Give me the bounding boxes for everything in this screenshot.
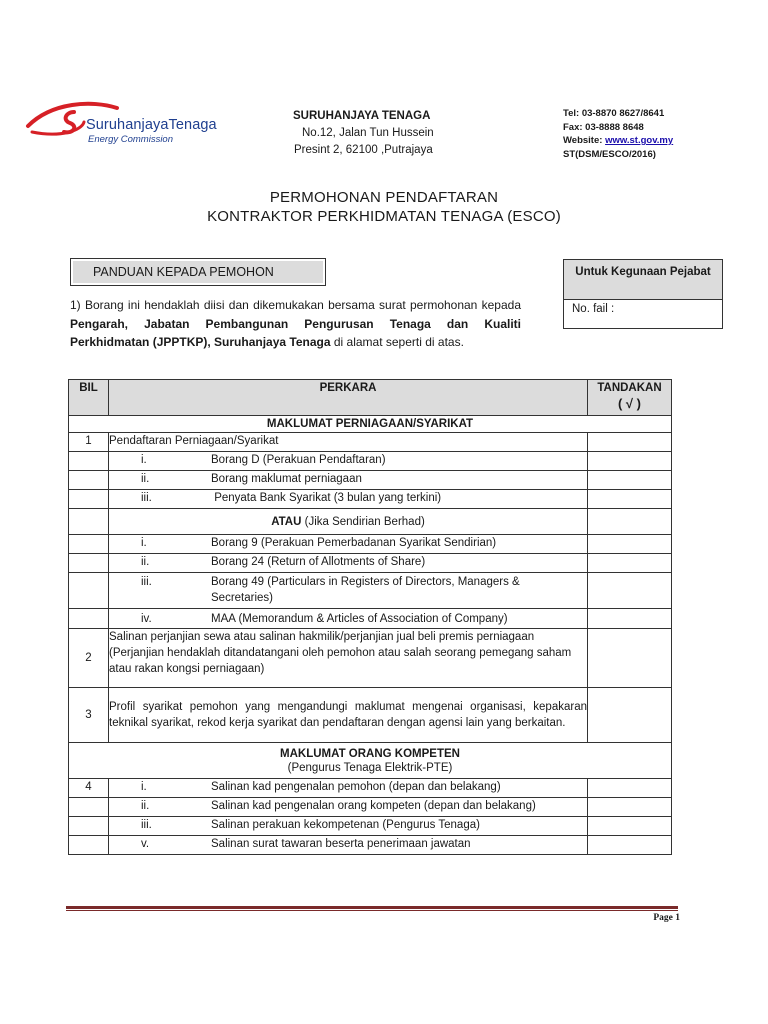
tel: Tel: 03-8870 8627/8641	[563, 108, 665, 119]
tick-cell[interactable]	[588, 433, 672, 452]
item-text: Borang 9 (Perakuan Pemerbadanan Syarikat Sendirian)	[211, 537, 497, 549]
table-row	[69, 817, 672, 836]
title-line-2: KONTRAKTOR PERKHIDMATAN TENAGA (ESCO)	[207, 208, 561, 225]
item-text: Salinan kad pengenalan orang kompeten (depan dan belakang)	[211, 800, 536, 812]
tick-cell[interactable]	[588, 836, 672, 855]
table-row	[69, 490, 672, 509]
guide-box	[70, 258, 326, 286]
item-number: ii.	[141, 556, 150, 568]
row-number: 4	[69, 779, 109, 798]
document-title	[0, 188, 768, 226]
address-line-1: No.12, Jalan Tun Hussein	[302, 127, 434, 139]
title-line-1: PERMOHONAN PENDAFTARAN	[269, 189, 499, 206]
logo	[22, 98, 252, 158]
tick-cell[interactable]	[588, 471, 672, 490]
table-row	[69, 433, 672, 452]
item-text: Borang 49 (Particulars in Registers of Directors, Managers & Secretaries)	[211, 576, 520, 604]
table-row	[69, 779, 672, 798]
tick-cell[interactable]	[588, 490, 672, 509]
item-text: Salinan surat tawaran beserta penerimaan jawatan	[211, 838, 471, 850]
note-prefix: 1) Borang ini hendaklah diisi dan dikemukakan bersama surat permohonan kepada	[70, 298, 521, 312]
section-row	[69, 416, 672, 433]
section-business: MAKLUMAT PERNIAGAAN/SYARIKAT	[69, 416, 672, 433]
item-text: MAA (Memorandum & Articles of Association of Company)	[211, 612, 508, 625]
row-title: Pendaftaran Perniagaan/Syarikat	[109, 433, 588, 452]
fax: Fax: 03-8888 8648	[563, 121, 644, 133]
table-row	[69, 535, 672, 554]
atau-line	[109, 509, 588, 535]
footer-rule-thin	[66, 910, 678, 911]
tick-cell[interactable]	[588, 629, 672, 688]
reference-code: ST(DSM/ESCO/2016)	[563, 148, 656, 160]
table-row	[69, 573, 672, 609]
row-number: 3	[69, 688, 109, 743]
section-row	[69, 743, 672, 779]
tick-symbol: ( √ )	[617, 396, 642, 411]
website-line	[563, 134, 763, 148]
note-suffix: di alamat seperti di atas.	[330, 335, 464, 349]
note-recipient: Pengarah, Jabatan Pembangunan Pengurusan Tenaga dan Kualiti Perkhidmatan (JPPTKP), Suruhanjaya Tenaga	[70, 316, 521, 349]
item-number: ii.	[141, 800, 150, 812]
table-row	[69, 688, 672, 743]
footer-rule-thick	[66, 906, 678, 909]
item-number: i.	[141, 454, 147, 466]
item-text: Salinan perakuan kekompetenan (Pengurus Tenaga)	[211, 819, 480, 831]
table-row	[69, 798, 672, 817]
row-number: 1	[69, 433, 109, 452]
tick-cell[interactable]	[588, 817, 672, 836]
org-address	[266, 108, 466, 159]
table-row	[69, 609, 672, 629]
item-text: Borang maklumat perniagaan	[211, 473, 362, 485]
tick-cell[interactable]	[588, 688, 672, 743]
item-number: iii.	[141, 819, 152, 831]
website-label: Website:	[563, 135, 606, 146]
table-row	[69, 452, 672, 471]
section-competent	[69, 743, 672, 779]
item-text: Borang 24 (Return of Allotments of Share)	[211, 556, 426, 568]
logo-subtitle: Energy Commission	[88, 134, 173, 145]
table-row	[69, 836, 672, 855]
item-number: ii.	[141, 473, 150, 485]
guide-label: PANDUAN KEPADA PEMOHON	[73, 261, 323, 283]
row-text: Profil syarikat pemohon yang mengandungi maklumat mengenai organisasi, kepakaran teknikal syarikat, rekod kerja syarikat dan pendaftaran dengan agensi lain yang berkaitan.	[109, 688, 588, 743]
item-number: iii.	[141, 492, 152, 504]
col-tandakan-header	[588, 380, 672, 416]
table-row	[69, 629, 672, 688]
item-text: Salinan kad pengenalan pemohon (depan dan belakang)	[211, 781, 501, 793]
tick-cell[interactable]	[588, 779, 672, 798]
item-number: v.	[141, 838, 150, 850]
office-use-box	[563, 259, 723, 329]
atau-label: ATAU	[271, 515, 302, 528]
col-bil-header: BIL	[69, 380, 109, 416]
item-text: Borang D (Perakuan Pendaftaran)	[211, 454, 386, 466]
logo-name: SuruhanjayaTenaga	[86, 117, 217, 133]
table-row	[69, 509, 672, 535]
row-text: Salinan perjanjian sewa atau salinan hakmilik/perjanjian jual beli premis perniagaan (Perjanjian hendaklah ditandatangani oleh pemohon atau salah seorang pemegang saham atau rakan kongsi perniagaan)	[109, 629, 588, 688]
office-use-title: Untuk Kegunaan Pejabat	[564, 260, 722, 300]
section-competent-title: MAKLUMAT ORANG KOMPETEN	[280, 747, 460, 760]
tick-cell[interactable]	[588, 509, 672, 535]
tick-cell[interactable]	[588, 554, 672, 573]
tandakan-label: TANDAKAN	[597, 382, 662, 394]
row-number: 2	[69, 629, 109, 688]
tick-cell[interactable]	[588, 535, 672, 554]
file-number-field[interactable]: No. fail :	[572, 303, 615, 315]
website-link[interactable]: www.st.gov.my	[605, 135, 674, 146]
checklist-table	[68, 379, 672, 855]
tick-cell[interactable]	[588, 573, 672, 609]
table-row	[69, 554, 672, 573]
item-number: i.	[141, 781, 147, 793]
tick-cell[interactable]	[588, 798, 672, 817]
tick-cell[interactable]	[588, 609, 672, 629]
col-perkara-header: PERKARA	[109, 380, 588, 416]
item-number: iv.	[141, 612, 152, 625]
table-row	[69, 471, 672, 490]
tick-cell[interactable]	[588, 452, 672, 471]
item-text: Penyata Bank Syarikat (3 bulan yang terkini)	[211, 492, 442, 504]
address-line-2: Presint 2, 62100 ,Putrajaya	[294, 144, 433, 156]
guide-note	[70, 296, 521, 352]
page-number: Page 1	[653, 913, 680, 923]
section-competent-subtitle: (Pengurus Tenaga Elektrik-PTE)	[287, 761, 453, 774]
org-name: SURUHANJAYA TENAGA	[293, 110, 431, 122]
contact-block	[563, 107, 763, 161]
atau-condition: (Jika Sendirian Berhad)	[301, 515, 425, 528]
table-header	[69, 380, 672, 416]
item-number: iii.	[141, 576, 152, 588]
item-number: i.	[141, 537, 147, 549]
